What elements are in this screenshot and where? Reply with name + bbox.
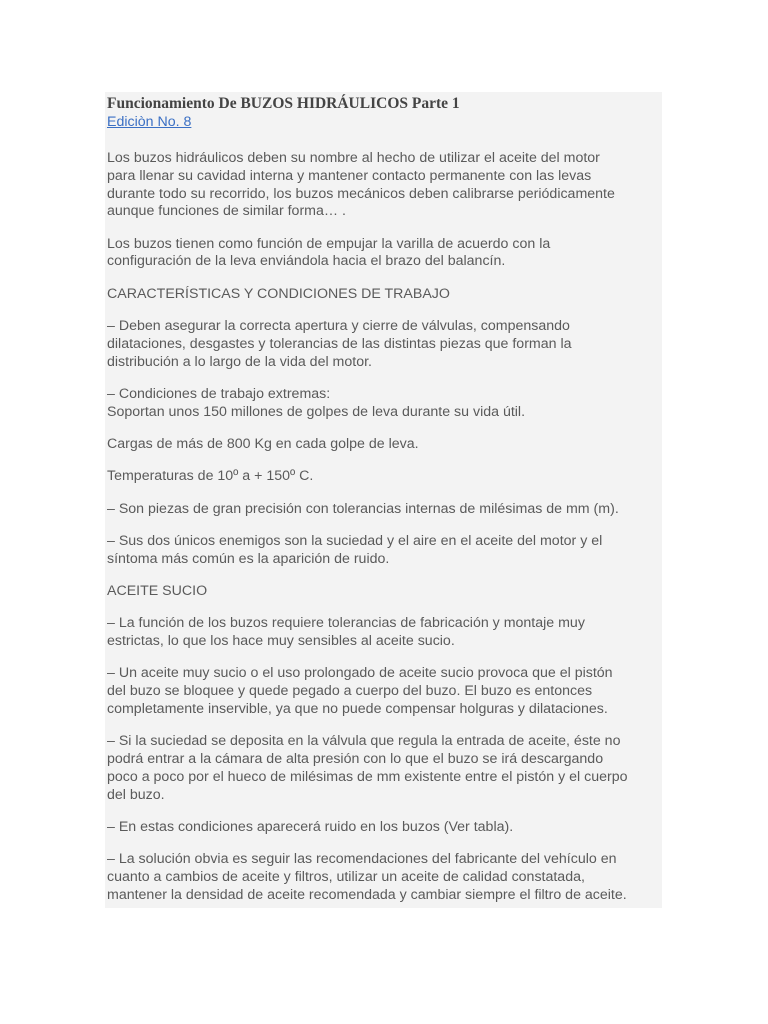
paragraph-line: Soportan unos 150 millones de golpes de leva durante su vida útil. xyxy=(107,403,526,420)
paragraph xyxy=(107,851,660,904)
paragraph xyxy=(107,468,660,486)
paragraph-line: del buzo se bloquee y quede pegado a cuerpo del buzo. El buzo es entonces xyxy=(107,683,593,700)
paragraph xyxy=(107,665,660,718)
article-title: Funcionamiento De BUZOS HIDRÁULICOS Parte 1 xyxy=(107,95,460,112)
paragraph xyxy=(107,583,660,601)
paragraph-line: Los buzos hidráulicos deben su nombre al hecho de utilizar el aceite del motor xyxy=(107,150,600,166)
paragraph xyxy=(107,286,660,304)
paragraph-line: distribución a lo largo de la vida del motor. xyxy=(107,353,372,370)
paragraph-line: – La solución obvia es seguir las recomendaciones del fabricante del vehículo en xyxy=(107,851,617,868)
paragraph-line: – Deben asegurar la correcta apertura y cierre de válvulas, compensando xyxy=(107,318,570,335)
paragraph xyxy=(107,819,660,837)
paragraph-line: durante todo su recorrido, los buzos mecánicos deben calibrarse periódicamente xyxy=(107,185,615,202)
paragraph-line: – Sus dos únicos enemigos son la suciedad y el aire en el aceite del motor y el xyxy=(107,532,603,549)
paragraph-line: configuración de la leva enviándola hacia el brazo del balancín. xyxy=(107,253,506,270)
paragraph-line: Cargas de más de 800 Kg en cada golpe de leva. xyxy=(107,436,419,453)
paragraph-line: cuanto a cambios de aceite y filtros, utilizar un aceite de calidad constatada, xyxy=(107,869,585,886)
paragraph xyxy=(107,386,660,422)
paragraph-line: – Condiciones de trabajo extremas: xyxy=(107,385,331,402)
paragraph-line: ACEITE SUCIO xyxy=(107,583,208,600)
paragraph-line: – La función de los buzos requiere tolerancias de fabricación y montaje muy xyxy=(107,615,585,632)
paragraph xyxy=(107,615,660,651)
paragraph-line: – En estas condiciones aparecerá ruido en los buzos (Ver tabla). xyxy=(107,819,514,836)
paragraph-line: poco a poco por el hueco de milésimas de mm existente entre el pistón y el cuerpo xyxy=(107,768,628,785)
paragraph xyxy=(107,533,660,569)
paragraph-line: dilataciones, desgastes y tolerancias de las distintas piezas que forman la xyxy=(107,335,572,352)
paragraph xyxy=(107,150,660,221)
paragraph-line: – Son piezas de gran precisión con tolerancias internas de milésimas de mm (m). xyxy=(107,500,619,517)
paragraph-line: estrictas, lo que los hace muy sensibles al aceite sucio. xyxy=(107,633,455,650)
paragraph-line: – Un aceite muy sucio o el uso prolongado de aceite sucio provoca que el pistón xyxy=(107,665,613,682)
paragraph-line: síntoma más común es la aparición de ruido. xyxy=(107,550,390,567)
paragraph-line: para llenar su cavidad interna y mantener contacto permanente con las levas xyxy=(107,167,592,184)
paragraph-line: Los buzos tienen como función de empujar la varilla de acuerdo con la xyxy=(107,235,551,252)
paragraph-line: – Si la suciedad se deposita en la válvula que regula la entrada de aceite, éste no xyxy=(107,733,621,750)
paragraph-line: Temperaturas de 10º a + 150º C. xyxy=(107,468,314,485)
paragraph xyxy=(107,733,660,804)
paragraph-line: aunque funciones de similar forma… . xyxy=(107,203,346,220)
paragraph xyxy=(107,501,660,519)
paragraph-line: mantener la densidad de aceite recomendada y cambiar siempre el filtro de aceite. xyxy=(107,886,627,903)
article-body xyxy=(105,92,662,908)
paragraph-line: podrá entrar a la cámara de alta presión con lo que el buzo se irá descargando xyxy=(107,751,604,768)
paragraph xyxy=(107,236,660,272)
paragraph xyxy=(107,318,660,371)
article-paragraphs xyxy=(107,150,660,905)
paragraph-line: CARACTERÍSTICAS Y CONDICIONES DE TRABAJO xyxy=(107,285,450,302)
edition-link[interactable]: Ediciòn No. 8 xyxy=(107,114,192,130)
paragraph-line: del buzo. xyxy=(107,786,165,803)
paragraph-line: completamente inservible, ya que no puede compensar holguras y dilataciones. xyxy=(107,701,608,718)
paragraph xyxy=(107,436,660,454)
